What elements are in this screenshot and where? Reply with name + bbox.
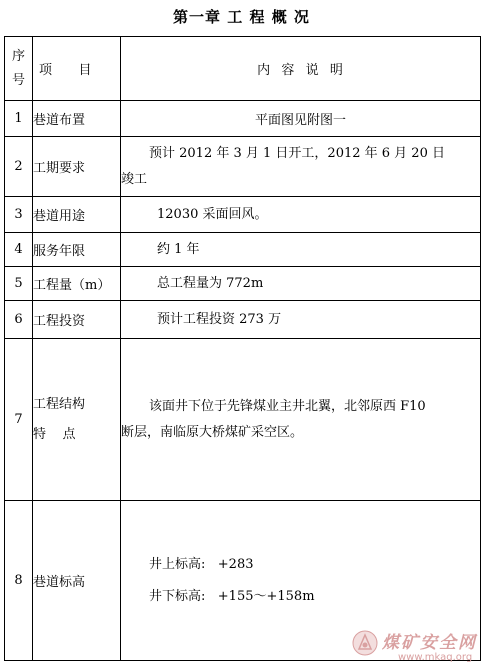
row-item — [33, 339, 121, 501]
project-overview-table — [4, 36, 481, 661]
row-item: 巷道标高 — [33, 501, 121, 661]
site-watermark — [352, 626, 482, 668]
row-item-line2: 特 点 — [33, 426, 76, 442]
row-content-line1: 预计 2012 年 3 月 1 日开工，2012 年 6 月 20 日 — [149, 145, 445, 161]
table-row — [5, 233, 481, 267]
watermark-text: 煤矿安全网 — [382, 633, 477, 653]
row-content-line1: 井上标高: +283 — [149, 556, 254, 572]
header-num-line2: 号 — [11, 72, 25, 88]
table-header-row — [5, 37, 481, 101]
watermark-url: www.mkaq.org — [398, 652, 473, 663]
row-item: 服务年限 — [33, 233, 121, 267]
row-item: 巷道布置 — [33, 101, 121, 137]
row-item: 工程投资 — [33, 301, 121, 339]
row-content — [121, 339, 481, 501]
row-content: 约 1 年 — [121, 233, 481, 267]
row-item-line1: 工程结构 — [33, 396, 86, 412]
row-content-line2: 竣工 — [121, 171, 148, 187]
row-item: 工期要求 — [33, 137, 121, 197]
row-content: 总工程量为 772m — [121, 267, 481, 301]
row-content — [121, 137, 481, 197]
header-item-cell: 项 目 — [33, 37, 121, 101]
row-num: 7 — [5, 339, 33, 501]
row-num: 6 — [5, 301, 33, 339]
row-content: 平面图见附图一 — [121, 101, 481, 137]
row-num: 2 — [5, 137, 33, 197]
row-num: 4 — [5, 233, 33, 267]
row-content-line2: 断层，南临原大桥煤矿采空区。 — [121, 424, 304, 440]
watermark-logo-icon — [352, 630, 378, 656]
table-row — [5, 197, 481, 233]
row-num: 1 — [5, 101, 33, 137]
header-num-cell — [5, 37, 33, 101]
table-row — [5, 339, 481, 501]
chapter-title: 第一章 工 程 概 况 — [173, 8, 310, 26]
header-num-line1: 序 — [11, 48, 25, 64]
table-row — [5, 301, 481, 339]
row-content-line1: 该面井下位于先锋煤业主井北翼，北邻原西 F10 — [149, 398, 426, 414]
row-content-line2: 井下标高: +155～+158m — [149, 588, 315, 604]
row-num: 3 — [5, 197, 33, 233]
table-row — [5, 267, 481, 301]
row-num: 5 — [5, 267, 33, 301]
header-content-cell: 内 容 说 明 — [121, 37, 481, 101]
row-content: 12030 采面回风。 — [121, 197, 481, 233]
row-content: 预计工程投资 273 万 — [121, 301, 481, 339]
row-item: 工程量（m） — [33, 267, 121, 301]
row-num: 8 — [5, 501, 33, 661]
table-row — [5, 137, 481, 197]
table-row — [5, 101, 481, 137]
row-item: 巷道用途 — [33, 197, 121, 233]
